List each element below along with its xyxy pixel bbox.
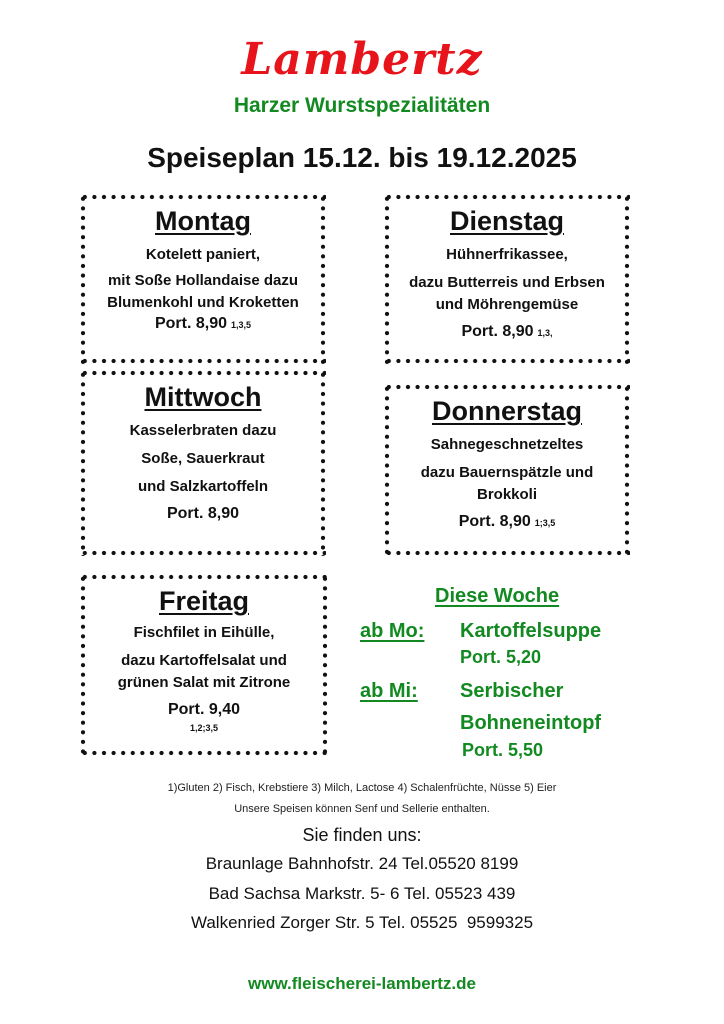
price: Port. 8,90 1;3,5 bbox=[458, 513, 556, 530]
dish-line: Sahnegeschnetzeltes bbox=[430, 436, 584, 453]
allergen-codes: 1,3, bbox=[537, 328, 553, 338]
location-bad-sachsa: Bad Sachsa Markstr. 5- 6 Tel. 05523 439 bbox=[208, 884, 516, 903]
weekly-dish-mi-line2: Bohneneintopf bbox=[460, 712, 602, 734]
allergen-note: Unsere Speisen können Senf und Sellerie enthalten. bbox=[234, 803, 490, 815]
dish-line: Kotelett paniert, bbox=[145, 246, 261, 263]
day-title: Mittwoch bbox=[144, 382, 262, 412]
allergen-codes: 1,2;3,5 bbox=[189, 723, 219, 733]
price: Port. 9,40 bbox=[167, 701, 241, 718]
tagline: Harzer Wurstspezialitäten bbox=[233, 94, 491, 117]
dish-line: Kasselerbraten dazu bbox=[129, 422, 277, 439]
day-title: Freitag bbox=[158, 586, 250, 616]
day-title: Dienstag bbox=[449, 206, 565, 236]
weekly-label-mo: ab Mo: bbox=[360, 620, 425, 642]
dish-line: Blumenkohl und Kroketten bbox=[107, 294, 299, 311]
dish-line: und Möhrengemüse bbox=[435, 296, 579, 313]
day-title: Donnerstag bbox=[431, 396, 583, 426]
dish-line: Hühnerfrikassee, bbox=[446, 246, 568, 263]
dish-line: mit Soße Hollandaise dazu bbox=[107, 272, 299, 289]
dish-line: Brokkoli bbox=[476, 486, 537, 503]
find-us-heading: Sie finden uns: bbox=[302, 825, 422, 845]
dish-line: dazu Butterreis und Erbsen bbox=[409, 274, 605, 291]
weekly-price-mi: Port. 5,50 bbox=[462, 740, 544, 760]
location-braunlage: Braunlage Bahnhofstr. 24 Tel.05520 8199 bbox=[205, 854, 519, 873]
brand-logo: Lambertz bbox=[241, 34, 483, 85]
weekly-label-mi: ab Mi: bbox=[360, 680, 418, 702]
menu-card-dienstag bbox=[384, 194, 630, 364]
price: Port. 8,90 1,3,5 bbox=[154, 315, 252, 332]
weekly-dish-mo: Kartoffelsuppe bbox=[460, 620, 602, 642]
location-walkenried: Walkenried Zorger Str. 5 Tel. 05525 9599325 bbox=[190, 913, 534, 932]
menu-card-freitag bbox=[80, 574, 328, 756]
dish-line: Soße, Sauerkraut bbox=[141, 450, 265, 467]
menu-card-mittwoch bbox=[80, 370, 326, 556]
dish-line: und Salzkartoffeln bbox=[137, 478, 268, 495]
weekly-dish-mi: Serbischer bbox=[460, 680, 564, 702]
allergen-codes: 1,3,5 bbox=[231, 320, 252, 330]
day-title: Montag bbox=[155, 206, 251, 236]
allergen-legend: 1)Gluten 2) Fisch, Krebstiere 3) Milch, Lactose 4) Schalenfrüchte, Nüsse 5) Eier bbox=[167, 782, 557, 794]
dish-line: dazu Bauernspätzle und bbox=[420, 464, 594, 481]
menu-card-donnerstag bbox=[384, 384, 630, 556]
weekly-special-title: Diese Woche bbox=[435, 585, 560, 607]
page-title: Speiseplan 15.12. bis 19.12.2025 bbox=[147, 142, 577, 173]
weekly-price-mo: Port. 5,20 bbox=[460, 647, 542, 667]
dish-line: Fischfilet in Eihülle, bbox=[133, 624, 275, 641]
menu-card-montag bbox=[80, 194, 326, 364]
price: Port. 8,90 1,3, bbox=[461, 323, 553, 340]
allergen-codes: 1;3,5 bbox=[534, 518, 556, 528]
price: Port. 8,90 bbox=[166, 505, 240, 522]
dish-line: dazu Kartoffelsalat und bbox=[121, 652, 287, 669]
dish-line: grünen Salat mit Zitrone bbox=[117, 674, 291, 691]
website-link[interactable]: www.fleischerei-lambertz.de bbox=[248, 974, 476, 993]
